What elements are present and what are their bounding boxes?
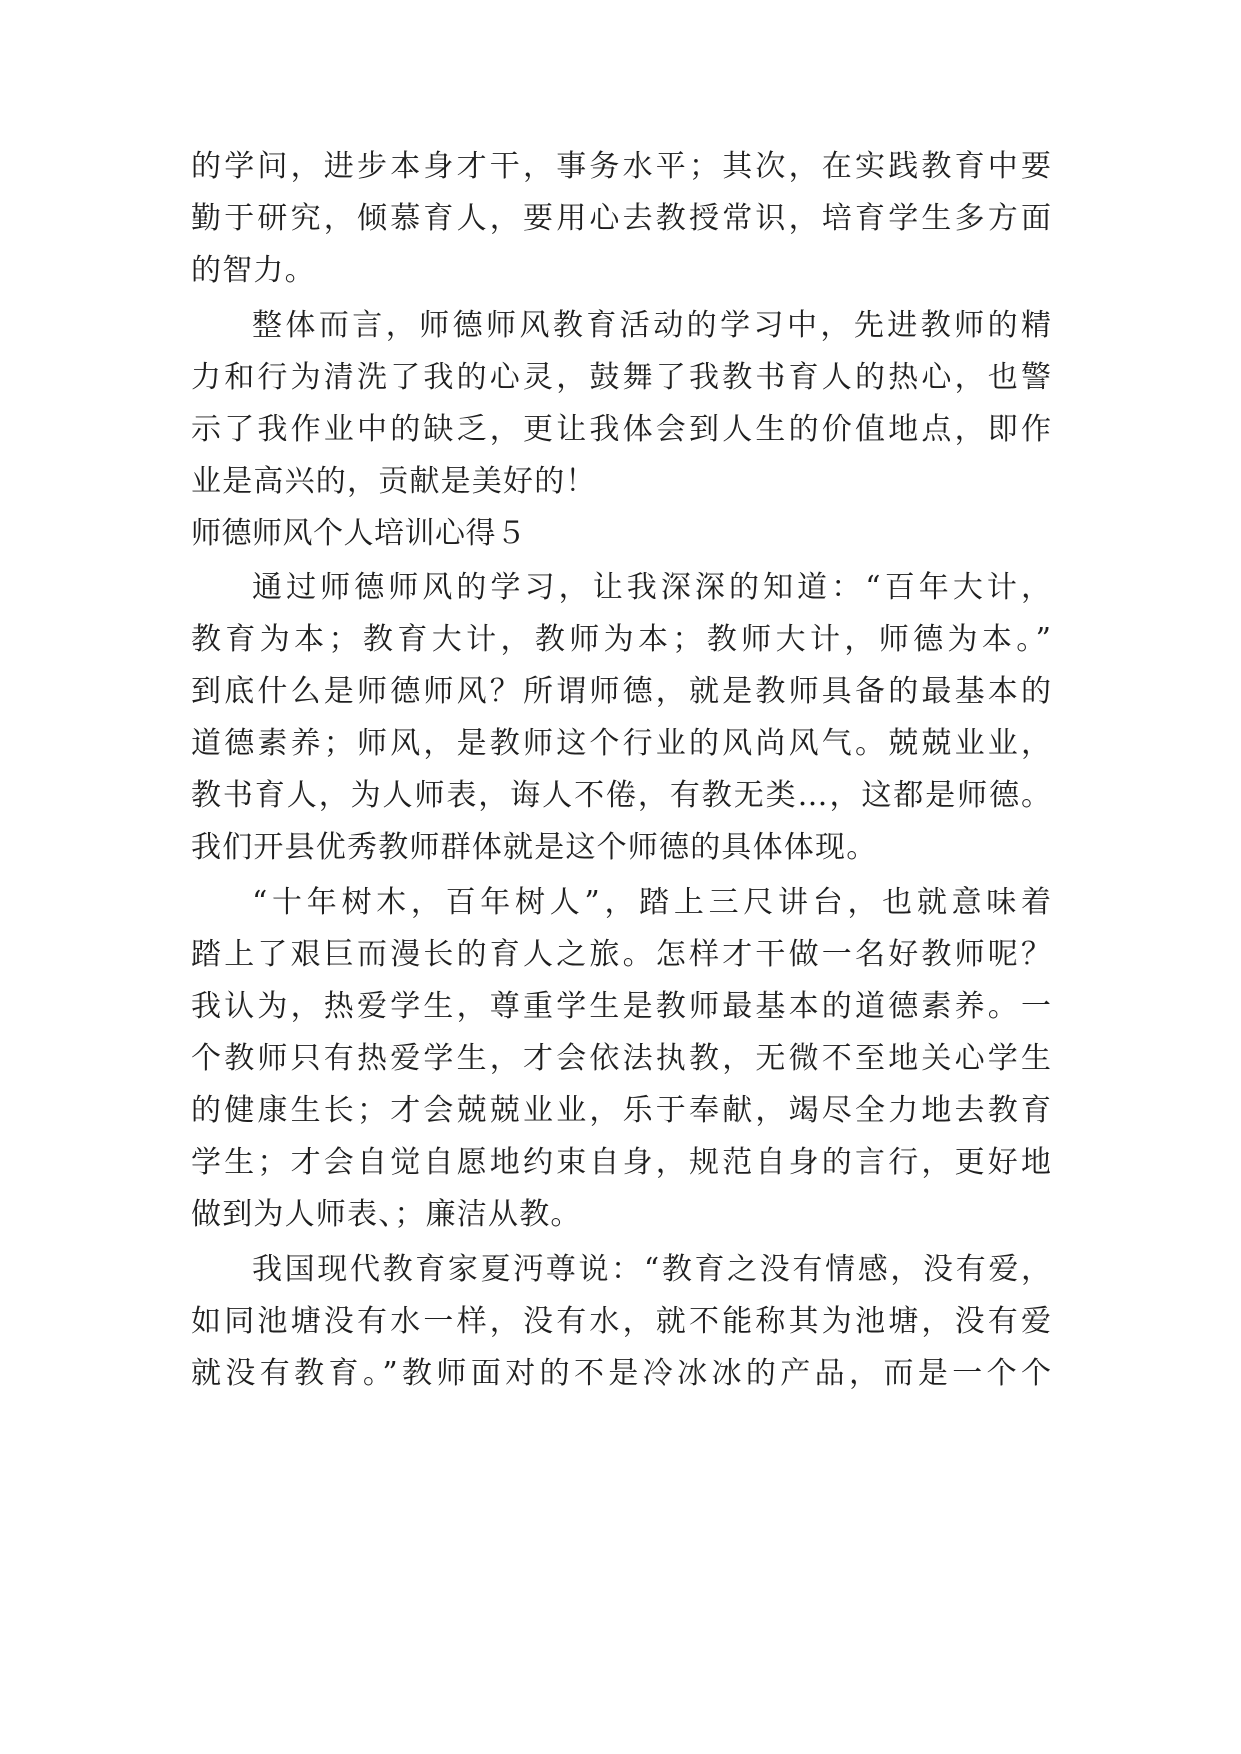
paragraph-first-line: 整体而言，师德师风教育活动的学习中，先进教师的精 (252, 308, 1051, 343)
text-line: 力和行为清洗了我的心灵，鼓舞了我教书育人的热心，也警 (191, 360, 1051, 395)
text-line: 我们开县优秀教师群体就是这个师德的具体体现。 (191, 830, 878, 865)
text-line: 踏上了艰巨而漫长的育人之旅。怎样才干做一名好教师呢？ (191, 937, 1051, 972)
text-line: 个教师只有热爱学生，才会依法执教，无微不至地关心学生 (191, 1041, 1051, 1076)
paragraph-first-line: “十年树木，百年树人”，踏上三尺讲台，也就意味着 (252, 885, 1051, 920)
text-line: 就没有教育。”教师面对的不是冷冰冰的产品，而是一个个 (191, 1356, 1051, 1391)
text-line: 如同池塘没有水一样，没有水，就不能称其为池塘，没有爱 (191, 1304, 1051, 1339)
section-heading: 师德师风个人培训心得５ (191, 516, 527, 551)
text-line: 示了我作业中的缺乏，更让我体会到人生的价值地点，即作 (191, 412, 1051, 447)
text-line: 道德素养；师风，是教师这个行业的风尚风气。兢兢业业， (191, 726, 1051, 761)
text-line: 教育为本；教育大计，教师为本；教师大计，师德为本。” (191, 622, 1051, 657)
paragraph-first-line: 通过师德师风的学习，让我深深的知道：“百年大计， (252, 570, 1051, 605)
text-line: 的智力。 (191, 253, 316, 288)
text-line: 的学问，进步本身才干，事务水平；其次，在实践教育中要 (191, 149, 1051, 184)
text-line: 做到为人师表、；廉洁从教。 (191, 1197, 582, 1232)
text-line: 的健康生长；才会兢兢业业，乐于奉献，竭尽全力地去教育 (191, 1093, 1051, 1128)
paragraph-first-line: 我国现代教育家夏沔尊说：“教育之没有情感，没有爱， (252, 1252, 1051, 1287)
text-line: 学生；才会自觉自愿地约束自身，规范自身的言行，更好地 (191, 1145, 1051, 1180)
text-line: 业是高兴的，贡献是美好的！ (191, 464, 597, 499)
text-line: 到底什么是师德师风？所谓师德，就是教师具备的最基本的 (191, 674, 1051, 709)
text-line: 勤于研究，倾慕育人，要用心去教授常识，培育学生多方面 (191, 201, 1051, 236)
text-line: 我认为，热爱学生，尊重学生是教师最基本的道德素养。一 (191, 989, 1051, 1024)
text-line: 教书育人，为人师表，诲人不倦，有教无类…，这都是师德。 (191, 778, 1051, 813)
